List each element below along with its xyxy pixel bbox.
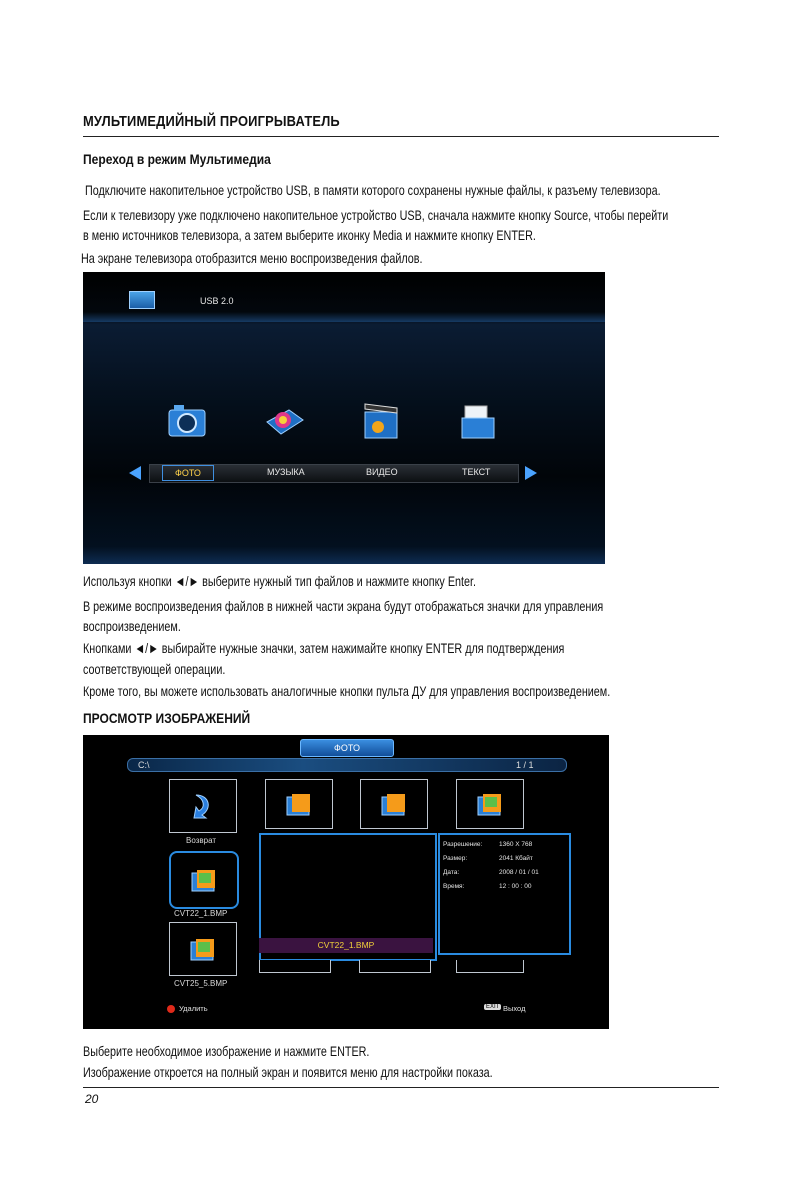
exit-label[interactable]: Выход: [503, 1004, 526, 1013]
screen-topbar: [83, 272, 605, 322]
image-file-icon: [188, 934, 218, 964]
info-date: Дата: 2008 / 01 / 01: [443, 869, 539, 876]
path-bar: [127, 758, 567, 772]
usb-icon: [129, 291, 155, 309]
delete-label[interactable]: Удалить: [179, 1004, 208, 1013]
lower-thumb-1[interactable]: [259, 960, 331, 973]
info-size: Размер: 2041 Кбайт: [443, 855, 533, 862]
instr-line6: Кроме того, вы можете использовать аналогичные кнопки пульта ДУ для управления воспроизведением.: [83, 683, 611, 699]
selected-image-thumb[interactable]: [169, 851, 239, 909]
video-clapper-icon: [360, 400, 402, 442]
final-line2: Изображение откроется на полный экран и появится меню для настройки показа.: [83, 1064, 493, 1080]
music-projector-icon: [263, 400, 305, 442]
page-number: 20: [85, 1092, 99, 1106]
instr-line5: соответствующей операции.: [83, 661, 226, 677]
section1-p1: Подключите накопительное устройство USB, в памяти которого сохранены нужные файлы, к разъему телевизора.: [85, 182, 661, 198]
image-file-icon: [475, 789, 505, 819]
section1-title: Переход в режим Мультимедиа: [83, 151, 271, 167]
info-time: Время: 12 : 00 : 00: [443, 883, 532, 890]
lower-thumb-2[interactable]: [359, 960, 431, 973]
selected-file-name: CVT22_1.BMP: [259, 938, 433, 953]
photo-browser-screenshot: [83, 735, 609, 1029]
heading-rule: [83, 136, 719, 137]
text-documents-icon: [457, 400, 499, 442]
back-label: Возврат: [186, 836, 216, 845]
info-resolution: Разрешение: 1360 X 768: [443, 841, 533, 848]
red-button-icon: [167, 1005, 175, 1013]
page-indicator: 1 / 1: [516, 760, 534, 770]
image-thumb-top[interactable]: [456, 779, 524, 829]
section1-p2b: в меню источников телевизора, а затем выберите иконку Media и нажмите кнопку ENTER.: [83, 227, 536, 243]
lower-thumb-3[interactable]: [456, 960, 524, 973]
menu-right-arrow[interactable]: [525, 466, 537, 480]
exit-key-icon: EXIT: [486, 1004, 500, 1010]
media-menu-screenshot: [83, 272, 605, 564]
image-file-icon: [189, 865, 219, 895]
section2-title: ПРОСМОТР ИЗОБРАЖЕНИЙ: [83, 710, 251, 726]
section1-p3: На экране телевизора отобразится меню воспроизведения файлов.: [81, 250, 423, 266]
section1-p2a: Если к телевизору уже подключено накопительное устройство USB, сначала нажмите кнопку Source, чтобы перейти: [83, 207, 669, 223]
menu-item-text[interactable]: ТЕКСТ: [462, 467, 491, 477]
menu-item-music[interactable]: МУЗЫКА: [267, 467, 305, 477]
photo-tab[interactable]: ФОТО: [300, 739, 394, 757]
page-heading: МУЛЬТИМЕДИЙНЫЙ ПРОИГРЫВАТЕЛЬ: [83, 113, 340, 130]
back-thumb[interactable]: [169, 779, 237, 833]
instr-line3: воспроизведением.: [83, 618, 181, 634]
menu-item-video[interactable]: ВИДЕО: [366, 467, 398, 477]
instr-line1: Используя кнопки ◄/► выберите нужный тип файлов и нажмите кнопку Enter.: [83, 573, 476, 589]
photo-camera-icon: [166, 400, 208, 442]
menu-item-photo[interactable]: ФОТО: [162, 465, 214, 481]
footer-rule: [83, 1087, 719, 1088]
back-arrow-icon: [188, 791, 218, 821]
instr-line4: Кнопками ◄/► выбирайте нужные значки, затем нажимайте кнопку ENTER для подтверждения: [83, 640, 565, 656]
path-text: C:\: [138, 760, 150, 770]
folder-thumb-1[interactable]: [265, 779, 333, 829]
folder-icon: [284, 789, 314, 819]
final-line1: Выберите необходимое изображение и нажмите ENTER.: [83, 1043, 370, 1059]
file2-label: CVT25_5.BMP: [174, 979, 228, 988]
usb-label: USB 2.0: [200, 296, 234, 306]
media-type-strip: [149, 464, 519, 483]
menu-left-arrow[interactable]: [129, 466, 141, 480]
image-thumb-2[interactable]: [169, 922, 237, 976]
folder-icon: [379, 789, 409, 819]
file1-label: CVT22_1.BMP: [174, 909, 228, 918]
instr-line2: В режиме воспроизведения файлов в нижней части экрана будут отображаться значки для управления: [83, 598, 604, 614]
file-info-panel: [438, 833, 571, 955]
folder-thumb-2[interactable]: [360, 779, 428, 829]
